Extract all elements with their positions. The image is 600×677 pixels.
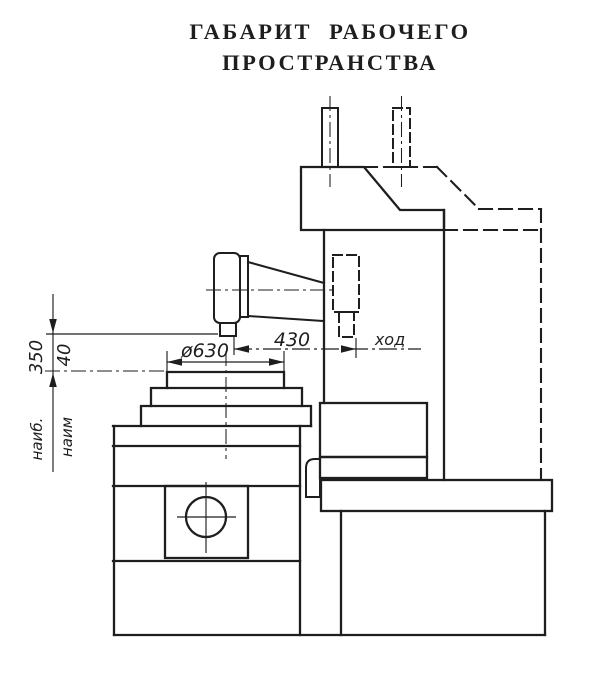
- center-lines: [177, 96, 402, 553]
- max-label: наиб.: [28, 417, 46, 461]
- arrow-left-2: [167, 358, 182, 365]
- spindle-cone-bottom: [248, 316, 324, 321]
- arrow-right-2: [269, 358, 284, 365]
- spindle-collar: [240, 256, 248, 317]
- travel-430-label: 430: [273, 329, 311, 351]
- knee-bracket-block: [320, 403, 427, 457]
- arrow-right: [341, 345, 356, 352]
- spindle-body: [214, 253, 240, 323]
- arrow-up: [49, 373, 57, 387]
- spindle-head: [301, 167, 444, 230]
- table-diameter-label: ø630: [181, 340, 229, 362]
- drawing-title-line1: ГАБАРИТ РАБОЧЕГО: [189, 19, 471, 44]
- arrow-left: [234, 345, 249, 352]
- rounded-bracket: [306, 459, 320, 497]
- spindle-retracted-body: [333, 255, 359, 312]
- dim-350-label: 350: [26, 339, 47, 375]
- arrow-down: [49, 319, 57, 333]
- head-diagonal-dashed: [437, 167, 479, 209]
- spindle-retracted-nose: [339, 312, 354, 337]
- min-label: наим: [58, 416, 76, 458]
- alternate-position-outline: [333, 108, 541, 478]
- spindle-cone-top: [248, 262, 324, 283]
- drawing-title-line2: ПРОСТРАНСТВА: [222, 50, 438, 75]
- travel-word-label: ход: [374, 330, 406, 349]
- spindle-nose: [220, 323, 236, 336]
- dim-40-label: 40: [54, 343, 75, 367]
- knee-bracket-strip: [320, 457, 427, 478]
- machine-solid-outline: [113, 108, 552, 635]
- base-flange: [321, 480, 552, 511]
